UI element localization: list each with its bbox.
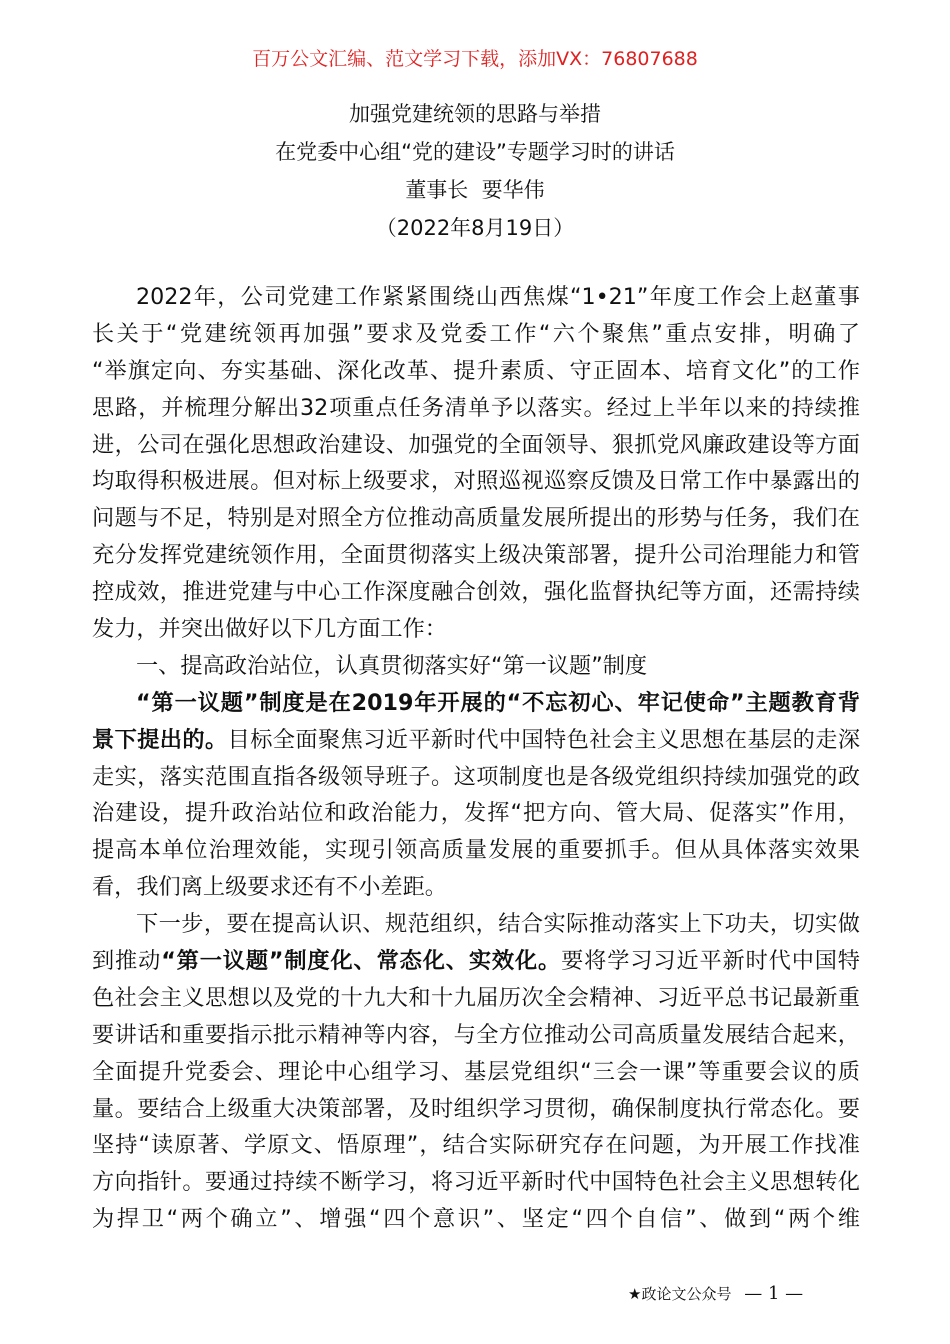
paragraph-line: 色社会主义思想以及党的十九大和十九届历次全会精神、习近平总书记最新重 bbox=[92, 984, 860, 1011]
paragraph-line: 2022年，公司党建工作紧紧围绕山西焦煤“1•21”年度工作会上赵董事 bbox=[136, 284, 860, 310]
document-subtitle: 在党委中心组“党的建设”专题学习时的讲话 bbox=[275, 140, 675, 164]
paragraph-line: 提高本单位治理效能，实现引领高质量发展的重要抓手。但从具体落实效果 bbox=[92, 837, 860, 864]
section-heading: 一、提高政治站位，认真贯彻落实好“第一议题”制度 bbox=[136, 652, 648, 679]
paragraph-line: 充分发挥党建统领作用，全面贯彻落实上级决策部署，提升公司治理能力和管 bbox=[92, 542, 860, 569]
paragraph-line: 治建设，提升政治站位和政治能力，发挥“把方向、管大局、促落实”作用， bbox=[92, 800, 860, 827]
paragraph-line: 方向指针。要通过持续不断学习，将习近平新时代中国特色社会主义思想转化 bbox=[92, 1169, 860, 1196]
text-run: 目标全面聚焦习近平新时代中国特色社会主义思想在基层的走深 bbox=[227, 726, 861, 753]
paragraph-line: 思路，并梳理分解出32项重点任务清单予以落实。经过上半年以来的持续推 bbox=[92, 394, 860, 421]
paragraph-line: 下一步，要在提高认识、规范组织，结合实际推动落实上下功夫，切实做 bbox=[136, 911, 860, 938]
paragraph-line: 量。要结合上级重大决策部署，及时组织学习贯彻，确保制度执行常态化。要 bbox=[92, 1095, 860, 1122]
paragraph-line: 要讲话和重要指示批示精神等内容，与全方位推动公司高质量发展结合起来， bbox=[92, 1021, 860, 1048]
paragraph-line: 全面提升党委会、理论中心组学习、基层党组织“三会一课”等重要会议的质 bbox=[92, 1058, 860, 1085]
paragraph-line: 为捍卫“两个确立”、增强“四个意识”、坚定“四个自信”、做到“两个维 bbox=[92, 1206, 860, 1233]
paragraph-line: 长关于“党建统领再加强”要求及党委工作“六个聚焦”重点安排，明确了 bbox=[92, 320, 860, 347]
paragraph-line bbox=[92, 722, 860, 759]
bold-text: “第一议题”制度化、常态化、实效化。 bbox=[161, 948, 562, 975]
paragraph-line: 问题与不足，特别是对照全方位推动高质量发展所提出的形势与任务，我们在 bbox=[92, 505, 860, 532]
paragraph-line bbox=[92, 943, 860, 980]
speech-date: （2022年8月19日） bbox=[375, 216, 575, 240]
footer-source: ★政论文公众号 bbox=[628, 1285, 732, 1303]
page-number: — 1 — bbox=[744, 1283, 804, 1304]
paragraph-line: 坚持“读原著、学原文、悟原理”，结合实际研究存在问题，为开展工作找准 bbox=[92, 1132, 860, 1159]
paragraph-line: 发力，并突出做好以下几方面工作： bbox=[92, 616, 447, 643]
bold-text: 景下提出的。 bbox=[92, 726, 228, 753]
speaker-line: 董事长 要华伟 bbox=[405, 178, 545, 202]
paragraph-line: 看，我们离上级要求还有不小差距。 bbox=[92, 874, 447, 901]
title-block bbox=[0, 95, 950, 247]
bold-text: “第一议题”制度是在2019年开展的“不忘初心、牢记使命”主题教育背 bbox=[136, 689, 860, 716]
text-run: 要将学习习近平新时代中国特 bbox=[561, 948, 860, 975]
paragraph-line: 进，公司在强化思想政治建设、加强党的全面领导、狠抓党风廉政建设等方面 bbox=[92, 431, 860, 458]
paragraph-line bbox=[92, 685, 860, 722]
paragraph-line: 控成效，推进党建与中心工作深度融合创效，强化监督执纪等方面，还需持续 bbox=[92, 579, 860, 606]
paragraph-line: 均取得积极进展。但对标上级要求，对照巡视巡察反馈及日常工作中暴露出的 bbox=[92, 468, 860, 495]
paragraph-line: 走实，落实范围直指各级领导班子。这项制度也是各级党组织持续加强党的政 bbox=[92, 763, 860, 790]
page-footer bbox=[628, 1283, 803, 1304]
text-run: 到推动 bbox=[92, 948, 162, 975]
document-body bbox=[92, 279, 860, 1238]
paragraph-line: “举旗定向、夯实基础、深化改革、提升素质、守正固本、培育文化”的工作 bbox=[92, 357, 860, 384]
document-title: 加强党建统领的思路与举措 bbox=[349, 102, 601, 126]
watermark-banner: 百万公文汇编、范文学习下载，添加VX：76807688 bbox=[252, 48, 698, 70]
